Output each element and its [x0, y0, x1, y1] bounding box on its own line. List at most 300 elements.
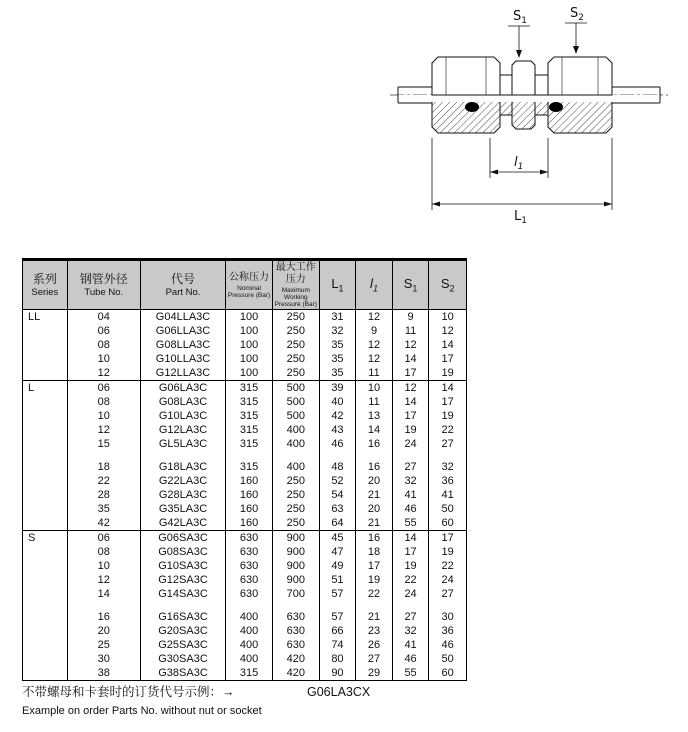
- l1-cell: 20: [356, 474, 393, 488]
- table-row: [23, 460, 467, 474]
- max-working-pressure-cell: 400: [272, 423, 319, 437]
- tube-no-cell: 12: [67, 366, 140, 381]
- part-no-cell: G22LA3C: [140, 474, 225, 488]
- tube-no-cell: 10: [67, 559, 140, 573]
- series-cell: [23, 324, 68, 338]
- max-working-pressure-cell: 900: [272, 573, 319, 587]
- S1-cell: 24: [392, 587, 429, 601]
- part-no-cell: G25SA3C: [140, 638, 225, 652]
- S2-cell: 12: [429, 324, 467, 338]
- S2-cell: 50: [429, 652, 467, 666]
- nominal-pressure-cell: 630: [226, 559, 273, 573]
- l1-cell: 13: [356, 409, 393, 423]
- L1-cell: 49: [319, 559, 356, 573]
- L1-cell: 32: [319, 324, 356, 338]
- L1-cell: 52: [319, 474, 356, 488]
- series-cell: [23, 610, 68, 624]
- spec-table-wrap: [22, 258, 467, 681]
- block-gap-cell: [272, 451, 319, 460]
- part-no-cell: G10LLA3C: [140, 352, 225, 366]
- tube-no-cell: 14: [67, 587, 140, 601]
- block-gap-cell: [23, 451, 68, 460]
- S1-cell: 19: [392, 423, 429, 437]
- max-working-pressure-cell: 250: [272, 310, 319, 325]
- dimension-label-L1: $L_1$: [514, 209, 527, 226]
- part-no-cell: G14SA3C: [140, 587, 225, 601]
- L1-cell: 54: [319, 488, 356, 502]
- series-cell: [23, 395, 68, 409]
- table-row: [23, 531, 467, 546]
- tube-header-zh: 钢管外径: [79, 271, 128, 286]
- max-working-pressure-cell: 250: [272, 474, 319, 488]
- max-working-pressure-cell: 420: [272, 666, 319, 681]
- S1-cell: 14: [392, 395, 429, 409]
- table-row: [23, 587, 467, 601]
- S1-cell: 19: [392, 559, 429, 573]
- tube-no-cell: 08: [67, 545, 140, 559]
- max-working-pressure-cell: 630: [272, 610, 319, 624]
- table-row: [23, 545, 467, 559]
- l1-cell: 9: [356, 324, 393, 338]
- max-working-pressure-cell: 500: [272, 409, 319, 423]
- ferrule-right: [549, 102, 563, 112]
- table-row: [23, 573, 467, 587]
- L1-cell: 43: [319, 423, 356, 437]
- table-row: [23, 381, 467, 396]
- nominal-pressure-cell: 160: [226, 502, 273, 516]
- series-cell: [23, 573, 68, 587]
- header-row: [23, 260, 467, 310]
- table-row: [23, 352, 467, 366]
- block-gap-cell: [429, 601, 467, 610]
- table-row: [23, 437, 467, 451]
- series-cell: [23, 587, 68, 601]
- S2-cell: 32: [429, 460, 467, 474]
- tube-no-cell: 20: [67, 624, 140, 638]
- S1-cell: 14: [392, 352, 429, 366]
- S1-cell: 24: [392, 437, 429, 451]
- col-header-series: [23, 260, 68, 310]
- max-working-pressure-cell: 250: [272, 352, 319, 366]
- tube-no-cell: 12: [67, 573, 140, 587]
- table-row: [23, 610, 467, 624]
- tube-no-cell: 30: [67, 652, 140, 666]
- table-row: [23, 516, 467, 531]
- l1-cell: 29: [356, 666, 393, 681]
- table-row: [23, 559, 467, 573]
- tube-no-cell: 42: [67, 516, 140, 531]
- block-gap-row: [23, 451, 467, 460]
- max-working-pressure-cell: 900: [272, 531, 319, 546]
- l1-cell: 11: [356, 366, 393, 381]
- S1-cell: 22: [392, 573, 429, 587]
- part-no-cell: G20SA3C: [140, 624, 225, 638]
- table-row: [23, 395, 467, 409]
- nominal-pressure-cell: 100: [226, 366, 273, 381]
- part-no-cell: G18LA3C: [140, 460, 225, 474]
- tube-no-cell: 35: [67, 502, 140, 516]
- S2-cell: 14: [429, 381, 467, 396]
- fitting-diagram: [0, 0, 688, 245]
- L1-cell: 42: [319, 409, 356, 423]
- series-cell: [23, 652, 68, 666]
- L1-cell: 35: [319, 352, 356, 366]
- series-header-zh: 系列: [32, 271, 57, 286]
- tube-no-cell: 06: [67, 324, 140, 338]
- max-working-pressure-cell: 250: [272, 338, 319, 352]
- S2-cell: 17: [429, 352, 467, 366]
- part-no-cell: G06SA3C: [140, 531, 225, 546]
- series-cell: [23, 488, 68, 502]
- l1-cell: 14: [356, 423, 393, 437]
- block-gap-cell: [356, 451, 393, 460]
- S1-cell: 32: [392, 624, 429, 638]
- L1-cell: 64: [319, 516, 356, 531]
- block-gap-row: [23, 601, 467, 610]
- part-no-cell: G06LLA3C: [140, 324, 225, 338]
- table-row: [23, 474, 467, 488]
- nominal-pressure-cell: 400: [226, 638, 273, 652]
- l1-cell: 26: [356, 638, 393, 652]
- L1-cell: 57: [319, 587, 356, 601]
- l1-cell: 19: [356, 573, 393, 587]
- series-cell: S: [23, 531, 68, 546]
- series-cell: [23, 352, 68, 366]
- nominal-pressure-header-zh: 公称压力: [229, 271, 270, 283]
- series-cell: [23, 423, 68, 437]
- max-working-pressure-cell: 400: [272, 460, 319, 474]
- l1-cell: 17: [356, 559, 393, 573]
- col-header-l1: $l_1$: [356, 260, 393, 310]
- S1-cell: 11: [392, 324, 429, 338]
- nominal-pressure-cell: 630: [226, 587, 273, 601]
- S2-cell: 50: [429, 502, 467, 516]
- L1-cell: 48: [319, 460, 356, 474]
- S2-cell: 17: [429, 395, 467, 409]
- S2-cell: 19: [429, 545, 467, 559]
- L1-cell: 47: [319, 545, 356, 559]
- table-row: [23, 488, 467, 502]
- body-hex: [512, 61, 535, 95]
- tube-no-cell: 18: [67, 460, 140, 474]
- L1-cell: 80: [319, 652, 356, 666]
- S2-cell: 22: [429, 423, 467, 437]
- L1-cell: 66: [319, 624, 356, 638]
- S2-cell: 19: [429, 409, 467, 423]
- S1-cell: 14: [392, 531, 429, 546]
- S2-cell: 17: [429, 531, 467, 546]
- S2-cell: 24: [429, 573, 467, 587]
- max-working-pressure-cell: 250: [272, 324, 319, 338]
- part-header-en: Part No.: [165, 286, 201, 298]
- series-cell: L: [23, 381, 68, 396]
- l1-cell: 27: [356, 652, 393, 666]
- part-no-cell: G28LA3C: [140, 488, 225, 502]
- l1-cell: 23: [356, 624, 393, 638]
- part-no-cell: G12SA3C: [140, 573, 225, 587]
- ferrule-left: [465, 102, 479, 112]
- nominal-pressure-cell: 315: [226, 395, 273, 409]
- block-gap-cell: [429, 451, 467, 460]
- max-pressure-header-zh: 最大工作压力: [275, 262, 316, 285]
- l1-cell: 11: [356, 395, 393, 409]
- S2-cell: 41: [429, 488, 467, 502]
- max-working-pressure-cell: 250: [272, 516, 319, 531]
- S1-cell: 41: [392, 638, 429, 652]
- S2-cell: 10: [429, 310, 467, 325]
- part-no-cell: G12LLA3C: [140, 366, 225, 381]
- S1-cell: 55: [392, 666, 429, 681]
- tube-no-cell: 12: [67, 423, 140, 437]
- table-row: [23, 324, 467, 338]
- block-gap-cell: [272, 601, 319, 610]
- L1-cell: 35: [319, 366, 356, 381]
- l1-cell: 12: [356, 310, 393, 325]
- footnote-en: Example on order Parts No. without nut or socket: [22, 705, 262, 717]
- S2-cell: 36: [429, 474, 467, 488]
- nominal-pressure-cell: 630: [226, 573, 273, 587]
- S2-cell: 22: [429, 559, 467, 573]
- max-working-pressure-cell: 250: [272, 366, 319, 381]
- tube-no-cell: 04: [67, 310, 140, 325]
- table-row: [23, 666, 467, 681]
- L1-cell: 90: [319, 666, 356, 681]
- block-gap-cell: [319, 601, 356, 610]
- table-row: [23, 423, 467, 437]
- spec-table: [22, 258, 467, 681]
- max-working-pressure-cell: 500: [272, 395, 319, 409]
- l1-cell: 12: [356, 352, 393, 366]
- nominal-pressure-cell: 315: [226, 437, 273, 451]
- part-header-zh: 代号: [171, 271, 196, 286]
- S1-cell: 17: [392, 545, 429, 559]
- tube-header-en: Tube No.: [84, 286, 124, 298]
- max-working-pressure-cell: 630: [272, 638, 319, 652]
- max-working-pressure-cell: 420: [272, 652, 319, 666]
- max-working-pressure-cell: 900: [272, 545, 319, 559]
- tube-no-cell: 25: [67, 638, 140, 652]
- part-no-cell: G10LA3C: [140, 409, 225, 423]
- S2-cell: 14: [429, 338, 467, 352]
- table-body: [23, 310, 467, 681]
- part-no-cell: G04LLA3C: [140, 310, 225, 325]
- table-row: [23, 502, 467, 516]
- dimension-label-s2: $S_2$: [570, 6, 584, 23]
- table-row: [23, 338, 467, 352]
- col-header-L1: $L_1$: [319, 260, 356, 310]
- footnote-zh: 不带螺母和卡套时的订货代号示例：→: [22, 685, 235, 699]
- nominal-pressure-cell: 630: [226, 531, 273, 546]
- l1-cell: 16: [356, 437, 393, 451]
- series-cell: LL: [23, 310, 68, 325]
- series-cell: [23, 460, 68, 474]
- l1-cell: 20: [356, 502, 393, 516]
- part-no-cell: G35LA3C: [140, 502, 225, 516]
- l1-cell: 16: [356, 460, 393, 474]
- tube-no-cell: 15: [67, 437, 140, 451]
- block-gap-cell: [319, 451, 356, 460]
- part-no-cell: G10SA3C: [140, 559, 225, 573]
- tube-no-cell: 06: [67, 381, 140, 396]
- nominal-pressure-cell: 315: [226, 423, 273, 437]
- part-no-cell: G42LA3C: [140, 516, 225, 531]
- S1-cell: 46: [392, 652, 429, 666]
- col-header-S1: $S_1$: [392, 260, 429, 310]
- block-gap-cell: [67, 451, 140, 460]
- nominal-pressure-cell: 100: [226, 310, 273, 325]
- nominal-pressure-cell: 100: [226, 338, 273, 352]
- L1-cell: 31: [319, 310, 356, 325]
- nominal-pressure-cell: 315: [226, 460, 273, 474]
- block-gap-cell: [140, 601, 225, 610]
- S2-cell: 27: [429, 437, 467, 451]
- table-row: [23, 409, 467, 423]
- tube-no-cell: 38: [67, 666, 140, 681]
- tube-no-cell: 08: [67, 395, 140, 409]
- right-nut: [548, 57, 612, 95]
- block-gap-cell: [392, 451, 429, 460]
- L1-cell: 40: [319, 395, 356, 409]
- nominal-pressure-cell: 160: [226, 516, 273, 531]
- L1-cell: 45: [319, 531, 356, 546]
- col-header-max-working-pressure: [272, 260, 319, 310]
- block-gap-cell: [140, 451, 225, 460]
- part-no-cell: G06LA3C: [140, 381, 225, 396]
- tube-no-cell: 16: [67, 610, 140, 624]
- nominal-pressure-cell: 100: [226, 352, 273, 366]
- S2-cell: 46: [429, 638, 467, 652]
- external-half: [432, 57, 612, 95]
- nominal-pressure-cell: 400: [226, 652, 273, 666]
- table-row: [23, 638, 467, 652]
- table-row: [23, 652, 467, 666]
- series-cell: [23, 559, 68, 573]
- nominal-pressure-cell: 315: [226, 409, 273, 423]
- S2-cell: 30: [429, 610, 467, 624]
- tube-no-cell: 10: [67, 352, 140, 366]
- part-no-cell: G12LA3C: [140, 423, 225, 437]
- series-cell: [23, 409, 68, 423]
- block-gap-cell: [226, 601, 273, 610]
- series-cell: [23, 437, 68, 451]
- S1-cell: 12: [392, 381, 429, 396]
- max-working-pressure-cell: 630: [272, 624, 319, 638]
- nominal-pressure-cell: 160: [226, 474, 273, 488]
- series-cell: [23, 516, 68, 531]
- l1-cell: 12: [356, 338, 393, 352]
- max-working-pressure-cell: 700: [272, 587, 319, 601]
- series-header-en: Series: [31, 286, 59, 298]
- L1-cell: 46: [319, 437, 356, 451]
- l1-cell: 21: [356, 488, 393, 502]
- part-no-cell: G08LLA3C: [140, 338, 225, 352]
- S2-cell: 60: [429, 516, 467, 531]
- col-header-nominal-pressure: [226, 260, 273, 310]
- footer: [22, 684, 662, 719]
- L1-cell: 74: [319, 638, 356, 652]
- S1-cell: 55: [392, 516, 429, 531]
- table-row: [23, 310, 467, 325]
- max-working-pressure-cell: 400: [272, 437, 319, 451]
- dimension-label-s1: $S_1$: [513, 9, 527, 26]
- nominal-pressure-cell: 630: [226, 545, 273, 559]
- tube-no-cell: 28: [67, 488, 140, 502]
- S2-cell: 36: [429, 624, 467, 638]
- nominal-pressure-cell: 315: [226, 666, 273, 681]
- block-gap-cell: [392, 601, 429, 610]
- l1-cell: 21: [356, 516, 393, 531]
- series-cell: [23, 545, 68, 559]
- block-gap-cell: [67, 601, 140, 610]
- tube-no-cell: 10: [67, 409, 140, 423]
- series-cell: [23, 502, 68, 516]
- L1-cell: 63: [319, 502, 356, 516]
- max-working-pressure-cell: 900: [272, 559, 319, 573]
- series-cell: [23, 638, 68, 652]
- col-header-part-no: [140, 260, 225, 310]
- col-header-S2: $S_2$: [429, 260, 467, 310]
- S1-cell: 27: [392, 610, 429, 624]
- S2-cell: 27: [429, 587, 467, 601]
- max-working-pressure-cell: 250: [272, 488, 319, 502]
- part-no-cell: G08LA3C: [140, 395, 225, 409]
- series-cell: [23, 624, 68, 638]
- series-cell: [23, 666, 68, 681]
- block-gap-cell: [356, 601, 393, 610]
- l1-cell: 16: [356, 531, 393, 546]
- max-pressure-header-en: Maximum Working Pressure (Bar): [274, 287, 317, 308]
- nominal-pressure-header-en: Nominal Pressure (Bar): [227, 284, 271, 299]
- S1-cell: 27: [392, 460, 429, 474]
- S1-cell: 46: [392, 502, 429, 516]
- part-no-cell: G38SA3C: [140, 666, 225, 681]
- order-example-code: G06LA3CX: [307, 685, 371, 699]
- part-no-cell: G30SA3C: [140, 652, 225, 666]
- max-working-pressure-cell: 250: [272, 502, 319, 516]
- table-row: [23, 366, 467, 381]
- block-gap-cell: [23, 601, 68, 610]
- S2-cell: 19: [429, 366, 467, 381]
- nominal-pressure-cell: 100: [226, 324, 273, 338]
- tube-bore: [398, 95, 660, 102]
- S1-cell: 12: [392, 338, 429, 352]
- nominal-pressure-cell: 400: [226, 610, 273, 624]
- L1-cell: 51: [319, 573, 356, 587]
- l1-cell: 22: [356, 587, 393, 601]
- part-no-cell: GL5LA3C: [140, 437, 225, 451]
- L1-cell: 57: [319, 610, 356, 624]
- col-header-tube-no: [67, 260, 140, 310]
- S1-cell: 32: [392, 474, 429, 488]
- table-row: [23, 624, 467, 638]
- tube-no-cell: 08: [67, 338, 140, 352]
- l1-cell: 21: [356, 610, 393, 624]
- series-cell: [23, 366, 68, 381]
- L1-cell: 39: [319, 381, 356, 396]
- max-working-pressure-cell: 500: [272, 381, 319, 396]
- nominal-pressure-cell: 400: [226, 624, 273, 638]
- dimension-label-l1: $l_1$: [514, 155, 524, 172]
- part-no-cell: G08SA3C: [140, 545, 225, 559]
- series-cell: [23, 474, 68, 488]
- tube-no-cell: 06: [67, 531, 140, 546]
- S1-cell: 41: [392, 488, 429, 502]
- left-nut: [432, 57, 500, 95]
- nominal-pressure-cell: 160: [226, 488, 273, 502]
- S1-cell: 17: [392, 366, 429, 381]
- l1-cell: 10: [356, 381, 393, 396]
- S1-cell: 17: [392, 409, 429, 423]
